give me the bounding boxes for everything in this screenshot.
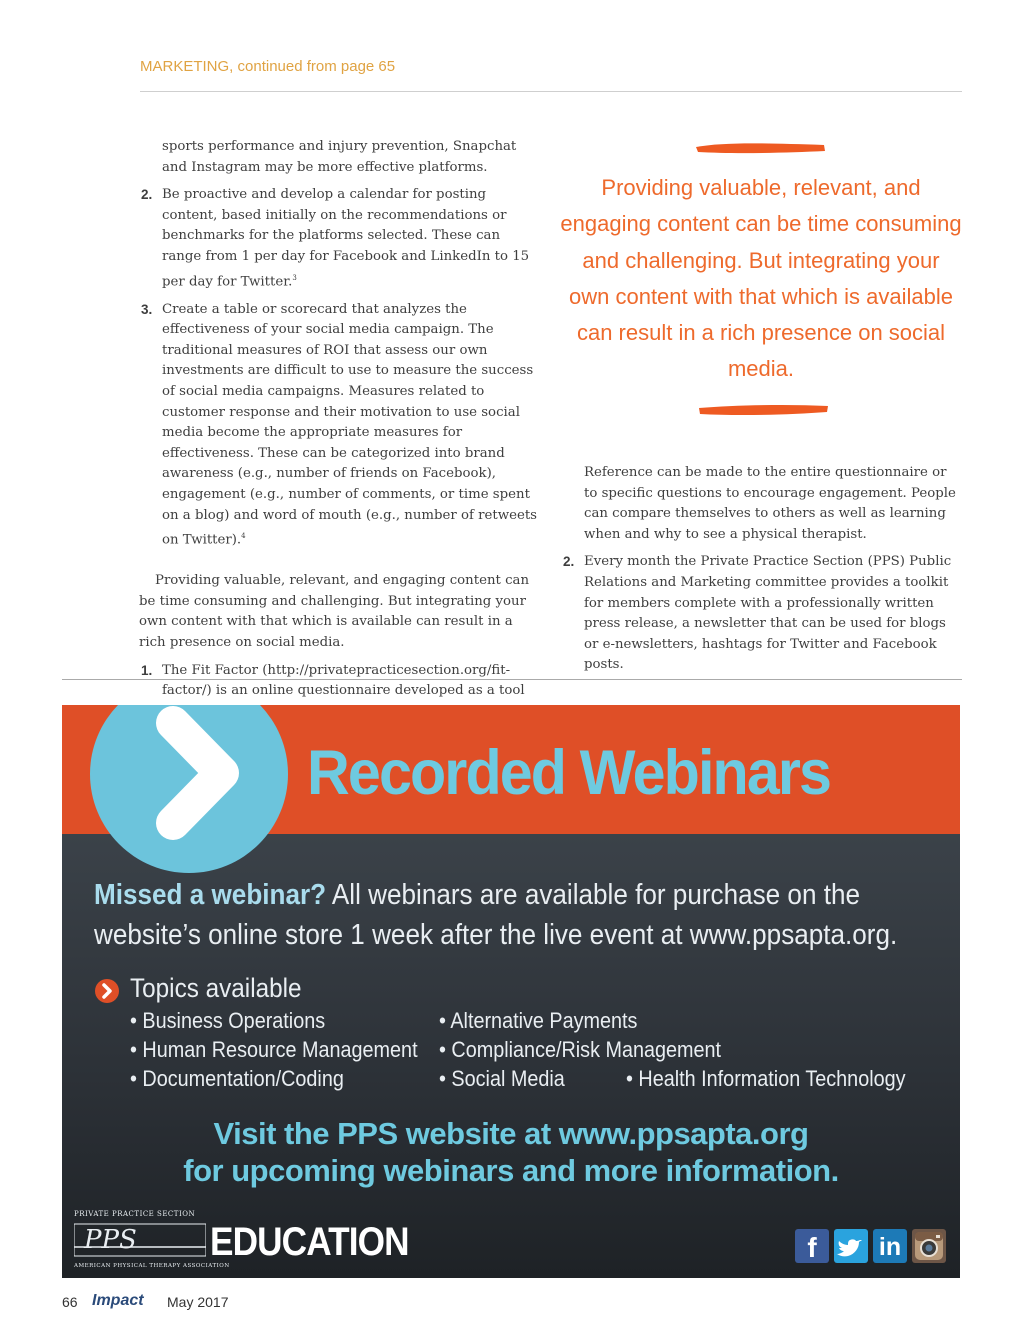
ad-title: Recorded Webinars xyxy=(307,738,831,808)
list-item-text: Be proactive and develop a calendar for posting content, based initially on the recommendations or benchmarks for the platforms selected. These can range from 1 per day for Facebook and LinkedIn to 15 per day for Twitter. xyxy=(162,187,530,289)
missed-line2: website’s online store 1 week after the live event at www.ppsapta.org. xyxy=(94,919,898,951)
list-number: 3. xyxy=(141,301,153,317)
header-rule xyxy=(140,91,962,92)
body-paragraph: Providing valuable, relevant, and engaging content can be time consuming and challenging. But integrating your own content with that which is available can result in a rich presence on social media. xyxy=(139,573,530,650)
list-item-continuation: Reference can be made to the entire questionnaire or to specific questions to encourage engagement. People can compare themselves to others as well as learning when and why to see a physical therapist. xyxy=(584,465,956,542)
list-item-text: Every month the Private Practice Section (PPS) Public Relations and Marketing committee provides a toolkit for members complete with a professionally written press release, a newsletter that can be used for blogs or e-newsletters, hashtags for Twitter and Facebook posts. xyxy=(584,554,952,673)
magazine-name: Impact xyxy=(92,1292,144,1309)
missed-bold: Missed a webinar? xyxy=(94,879,327,911)
list-number: 2. xyxy=(141,187,153,203)
list-item xyxy=(139,300,541,552)
right-column xyxy=(561,463,963,676)
topic-item: • Business Operations xyxy=(130,1008,326,1033)
camera-glyph xyxy=(912,1229,946,1263)
reference-mark: 3 xyxy=(292,273,297,282)
topics-heading: Topics available xyxy=(130,973,302,1003)
visit-line: Visit the PPS website at www.ppsapta.org xyxy=(213,1116,809,1151)
webinars-ad[interactable] xyxy=(62,705,960,1278)
topic-item: • Social Media xyxy=(439,1066,565,1091)
topic-item: • Alternative Payments xyxy=(439,1008,638,1033)
brush-stroke-bottom xyxy=(697,402,831,418)
education-wordmark: EDUCATION xyxy=(210,1220,409,1264)
topic-item: • Documentation/Coding xyxy=(130,1066,344,1091)
bird-glyph xyxy=(834,1229,868,1263)
topic-item: • Compliance/Risk Management xyxy=(439,1037,722,1062)
visit-website-text[interactable] xyxy=(62,1115,960,1189)
list-item-text: Create a table or scorecard that analyzes the effectiveness of your social media campaign. The traditional measures of ROI that assess our own investments are difficult to use to measure the success of social media campaigns. Measures related to customer response and their motivation to use social media become the appropriate measures for effectiveness. These can be categorized into brand awareness (e.g., number of friends on Facebook), engagement (e.g., number of comments, or time spent on a blog) and word of mouth (e.g., number of retweets on Twitter). xyxy=(162,301,538,548)
chevron-badge xyxy=(90,705,288,873)
instagram-icon[interactable] xyxy=(912,1229,946,1263)
list-item xyxy=(139,185,541,292)
linkedin-icon[interactable]: in xyxy=(873,1229,907,1263)
list-item xyxy=(561,552,963,676)
logo-top-text: PRIVATE PRACTICE SECTION xyxy=(74,1210,196,1218)
left-column xyxy=(139,137,541,722)
twitter-icon[interactable] xyxy=(834,1229,868,1263)
issue-date: May 2017 xyxy=(167,1294,229,1310)
page-number: 66 xyxy=(62,1294,78,1310)
ad-missed-text xyxy=(94,875,898,955)
section-rule xyxy=(62,679,962,680)
list-item-text: The Fit Factor (http://privatepracticesection.org/fit-factor/) is an online questionnaire developed as a tool xyxy=(162,662,525,699)
logo-bottom-text: AMERICAN PHYSICAL THERAPY ASSOCIATION xyxy=(74,1263,230,1269)
visit-line: for upcoming webinars and more information. xyxy=(183,1153,839,1188)
reference-mark: 4 xyxy=(241,532,246,541)
topic-item: • Health Information Technology xyxy=(626,1066,906,1091)
pps-logo xyxy=(74,1221,206,1259)
facebook-icon[interactable]: f xyxy=(795,1229,829,1263)
topic-item: • Human Resource Management xyxy=(130,1037,418,1062)
brush-stroke-top xyxy=(694,140,828,156)
logo-mark: PPS xyxy=(84,1225,137,1255)
chevron-circle-icon xyxy=(94,978,120,1004)
pps-signature-mark xyxy=(74,1221,206,1259)
list-number: 2. xyxy=(563,554,575,570)
chevron-right-icon xyxy=(90,705,288,873)
pull-quote: Providing valuable, relevant, and engaging content can be time consuming and challenging. But integrating your own content with that which is available can result in a rich presence on social media. xyxy=(560,175,962,382)
running-head: MARKETING, continued from page 65 xyxy=(140,58,396,75)
list-item-continuation: sports performance and injury prevention, Snapchat and Instagram may be more effective platforms. xyxy=(162,139,517,175)
list-number: 1. xyxy=(141,662,153,678)
missed-rest: All webinars are available for purchase on the xyxy=(326,879,860,911)
